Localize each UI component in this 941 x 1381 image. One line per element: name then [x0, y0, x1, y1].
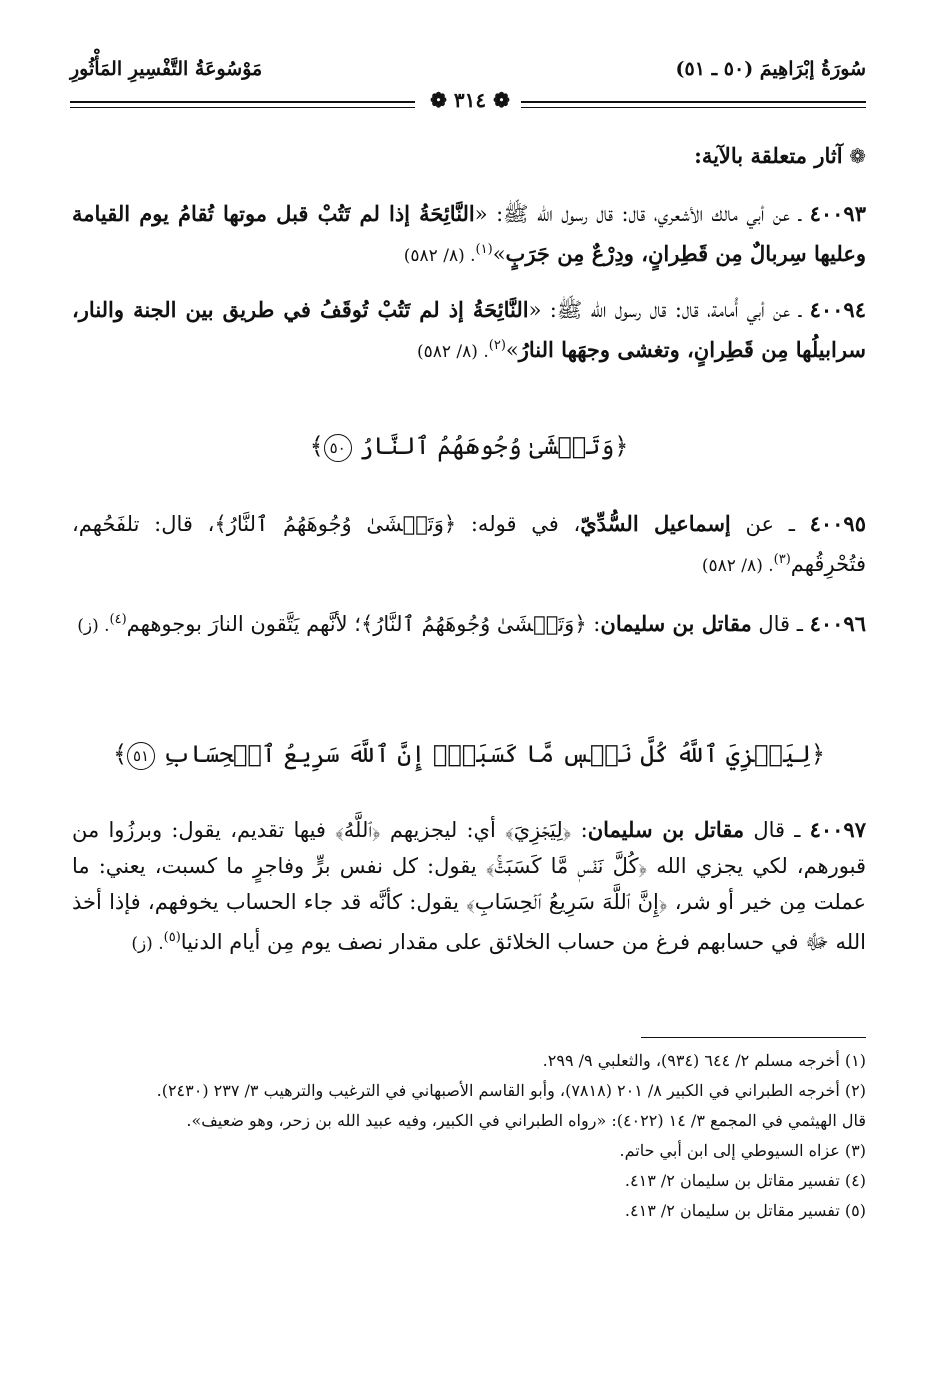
footnotes: [72, 1046, 866, 1226]
ornament-icon: ❁: [493, 88, 510, 112]
entry-40093: [72, 196, 866, 274]
quote-close: »: [505, 338, 519, 362]
footnote-1: (١) أخرجه مسلم ٢/ ٦٤٤ (٩٣٤)، والثعلبي ٩/ ٢٩٩.: [542, 1051, 866, 1070]
entry-number: ٤٠٠٩٤: [809, 297, 866, 322]
footnote-3: (٣) عزاه السيوطي إلى ابن أبي حاتم.: [619, 1141, 866, 1160]
entry-number: ٤٠٠٩٦: [809, 611, 866, 636]
ornament-icon: ❁: [430, 88, 447, 112]
reference: . (ز): [131, 934, 164, 954]
footnote-divider: [641, 1037, 866, 1038]
footnote-marker: (١): [475, 242, 493, 257]
header-rule-left: [70, 101, 415, 108]
entry-number: ٤٠٠٩٣: [809, 201, 866, 226]
ayah-number: ٥١: [127, 742, 155, 770]
verse-text: ﴿وَتَغۡشَىٰ وُجُوهَهُمُ ٱلنَّارُ: [359, 432, 629, 460]
quran-verse-51: [72, 740, 866, 770]
footnote-marker: (٥): [163, 930, 181, 945]
reference: . (٨/ ٥٨٢): [416, 342, 489, 362]
footnote-marker: (٤): [109, 612, 127, 627]
verse-bracket-close: ﴾: [112, 740, 128, 768]
footnote-marker: (٢): [488, 338, 506, 353]
header-surah: سُورَةُ إبْرَاهِيمَ (٥٠ ـ ٥١): [675, 58, 866, 80]
header-rule-right: [521, 101, 866, 108]
quran-verse-50: [72, 432, 866, 462]
reference: . (٨/ ٥٨٢): [701, 556, 774, 576]
entry-intro: ـ عن أبي مالك الأشعري، قال: قال رسول الله ﷺ: «: [474, 202, 810, 226]
section-title: آثار متعلقة بالآية:: [694, 143, 843, 168]
page-number-text: ٣١٤: [453, 88, 487, 112]
page-number: [420, 88, 520, 112]
footnote-2-note: قال الهيثمي في المجمع ٣/ ١٤ (٤٠٢٢): «رواه الطبراني في الكبير، وفيه عبيد الله بن زحر، وهو ضعيف».: [186, 1111, 866, 1130]
verse-bracket-close: ﴾: [309, 432, 324, 460]
footnote-marker: (٣): [773, 552, 791, 567]
entry-40097: [72, 812, 866, 962]
section-heading: [72, 138, 866, 174]
flower-ornament-icon: ❁: [849, 144, 866, 168]
entry-text: : ﴿وَتَغۡشَىٰ وُجُوهَهُمُ ٱلنَّارُ﴾؛ لأنَّهم يَتَّقون النارَ بوجوههم: [126, 612, 601, 636]
entry-intro: ـ قال: [751, 612, 810, 636]
entry-40096: [72, 602, 866, 644]
hadith-text: النَّائِحَةُ إذا لم تَتُبْ قبل موتها تُقامُ يوم القيامة وعليها سِربالٌ مِن قَطِرانٍ، ودِرْعٌ مِن جَرَبٍ: [72, 201, 866, 266]
verse-text: ﴿لِيَجۡزِيَ ٱللَّهُ كُلَّ نَفۡسٖ مَّا كَسَبَتۡۚ إِنَّ ٱللَّهَ سَرِيعُ ٱلۡحِسَابِ: [162, 740, 826, 768]
entry-40095: [72, 506, 866, 584]
entry-text: : ﴿لِيَجۡزِيَ﴾ أي: ليجزيهم ﴿ٱللَّهُ﴾ فيها تقديم، يقول: وبرزُوا من قبورهم، لكي يجزي الله ﴿كُلَّ نَفۡسٖ مَّا كَسَبَتۡۚ﴾ يقول: كل نفس برٍّ وفاجرٍ ما كسبت، يعني: ما عملت مِن خير أو شر، ﴿إِنَّ ٱللَّهَ سَرِيعُ ٱلۡحِسَابِ﴾ يقول: كأنَّه قد جاء الحساب يخوفهم، فإذا أخذ الله ﷻ في حسابهم فرغ من حساب الخلائق على مقدار نصف يوم مِن أيام الدنيا: [72, 818, 866, 954]
footnote-2: (٢) أخرجه الطبراني في الكبير ٨/ ٢٠١ (٧٨١٨)، وأبو القاسم الأصبهاني في الترغيب والترهيب ٣/ ٢٣٧ (٢٤٣٠).: [156, 1081, 866, 1100]
entry-number: ٤٠٠٩٧: [809, 817, 866, 842]
quote-close: »: [492, 242, 506, 266]
entry-intro: ـ قال: [744, 818, 810, 842]
entry-text: ، في قوله: ﴿وَتَغۡشَىٰ وُجُوهَهُمُ ٱلنَّارُ﴾، قال: تلفَحُهم، فتُحْرِقُهم: [72, 512, 866, 576]
entry-intro: ـ عن: [730, 512, 810, 536]
footnote-4: (٤) تفسير مقاتل بن سليمان ٢/ ٤١٣.: [624, 1171, 866, 1190]
entry-intro: ـ عن أبي أُمامة، قال: قال رسول الله ﷺ: «: [528, 298, 810, 322]
reference: . (٨/ ٥٨٢): [403, 246, 476, 266]
footnote-5: (٥) تفسير مقاتل بن سليمان ٢/ ٤١٣.: [624, 1201, 866, 1220]
entry-40094: [72, 292, 866, 370]
hadith-text: النَّائِحَةُ إذ لم تَتُبْ تُوقَفُ في طريق بين الجنة والنار، سرابيلُها مِن قَطِرانٍ، وتغشى وجهَها النارُ: [72, 297, 866, 362]
reference: . (ز): [77, 616, 110, 636]
header-book-title: مَوْسُوعَةُ التَّفْسِيرِ المَأْثُورِ: [70, 58, 263, 80]
entry-number: ٤٠٠٩٥: [809, 511, 866, 536]
ayah-number: ٥٠: [324, 434, 352, 462]
narrator-name: مقاتل بن سليمان: [600, 611, 752, 636]
narrator-name: مقاتل بن سليمان: [587, 817, 745, 842]
narrator-name: إسماعيل السُّدِّيّ: [580, 511, 731, 536]
